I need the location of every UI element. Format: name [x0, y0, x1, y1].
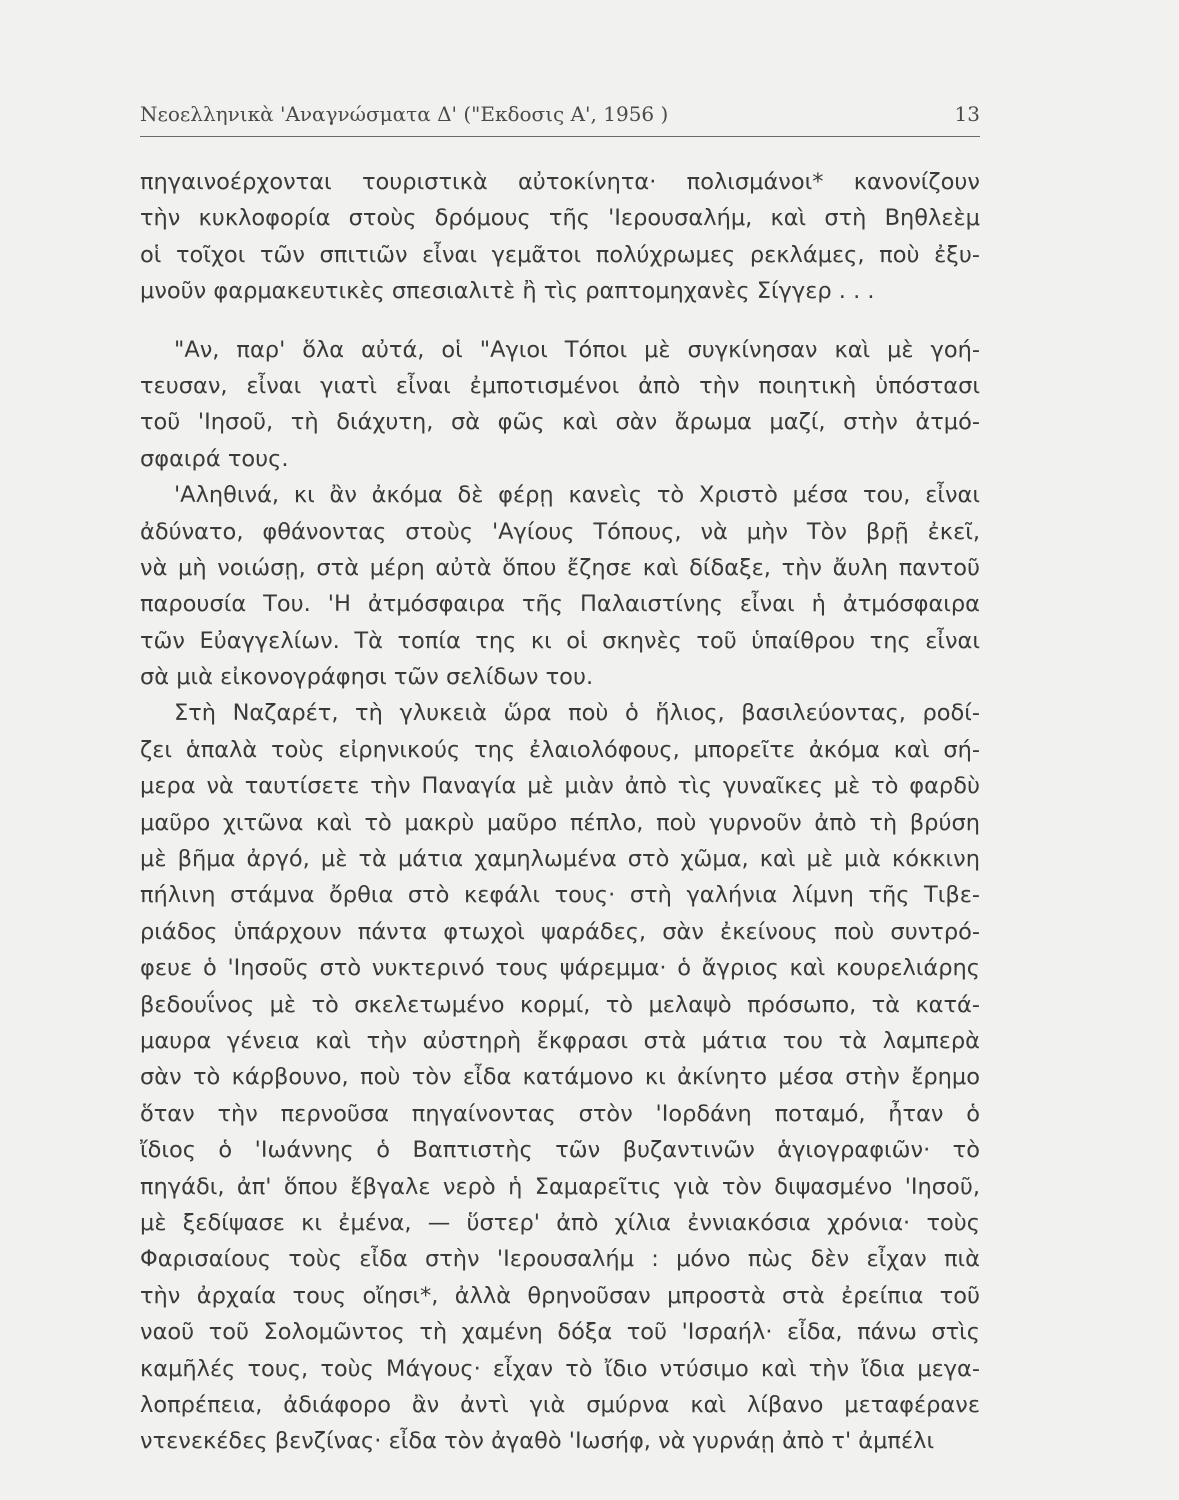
paragraph — [140, 332, 980, 478]
text-line: τὴν κυκλοφορία στοὺς δρόμους τῆς 'Ιερουσαλήμ, καὶ στὴ Βηθλεὲμ — [140, 205, 980, 232]
text-line: λοπρέπεια, ἀδιάφορο ἂν ἀντὶ γιὰ σμύρνα καὶ λίβανο μεταφέρανε — [140, 1391, 980, 1418]
text-line: πηγάδι, ἀπ' ὅπου ἔβγαλε νερὸ ἡ Σαμαρεῖτις γιὰ τὸν διψασμένο 'Ιησοῦ, — [140, 1173, 980, 1200]
text-line: τοῦ 'Ιησοῦ, τὴ διάχυτη, σὰ φῶς καὶ σὰν ἄρωμα μαζί, στὴν ἀτμό- — [140, 409, 980, 436]
text-line: μὲ ξεδίψασε κι ἐμένα, — ὕστερ' ἀπὸ χίλια ἐννιακόσια χρόνια· τοὺς — [140, 1209, 980, 1236]
header-rule — [140, 136, 980, 137]
running-header — [140, 100, 980, 136]
text-line: μὲ βῆμα ἀργό, μὲ τὰ μάτια χαμηλωμένα στὸ χῶμα, καὶ μὲ μιὰ κόκκινη — [140, 846, 980, 873]
text-line: μαῦρο χιτῶνα καὶ τὸ μακρὺ μαῦρο πέπλο, ποὺ γυρνοῦν ἀπὸ τὴ βρύση — [140, 809, 980, 836]
paragraph — [140, 695, 980, 1459]
text-line: ντενεκέδες βενζίνας· εἶδα τὸν ἀγαθὸ 'Ιωσήφ, νὰ γυρνάῃ ἀπὸ τ' ἀμπέλι — [140, 1428, 935, 1455]
text-line: σφαιρά τους. — [140, 445, 289, 472]
text-line: μαυρα γένεια καὶ τὴν αὐστηρὴ ἔκφρασι στὰ μάτια του τὰ λαμπερὰ — [140, 1027, 980, 1054]
text-line: ἴδιος ὁ 'Ιωάννης ὁ Βαπτιστὴς τῶν βυζαντινῶν ἁγιογραφιῶν· τὸ — [140, 1137, 980, 1164]
text-line: τῶν Εὐαγγελίων. Τὰ τοπία της κι οἱ σκηνὲς τοῦ ὑπαίθρου της εἶναι — [140, 627, 980, 654]
header-title: Νεοελληνικὰ 'Αναγνώσματα Δ' ("Εκδοσις Α', 1956 ) — [140, 102, 669, 126]
text-line: φευε ὁ 'Ιησοῦς στὸ νυκτερινό τους ψάρεμμα· ὁ ἄγριος καὶ κουρελιάρης — [140, 955, 980, 982]
text-line: σὰν τὸ κάρβουνο, ποὺ τὸν εἶδα κατάμονο κι ἀκίνητο μέσα στὴν ἔρημο — [140, 1064, 980, 1091]
text-line: τὴν ἀρχαία τους οἴησι*, ἀλλὰ θρηνοῦσαν μπροστὰ στὰ ἐρείπια τοῦ — [140, 1282, 980, 1309]
text-line: νὰ μὴ νοιώσῃ, στὰ μέρη αὐτὰ ὅπου ἔζησε καὶ δίδαξε, τὴν ἄυλη παντοῦ — [140, 554, 980, 581]
paragraph-gap — [140, 310, 980, 332]
text-line: μνοῦν φαρμακευτικὲς σπεσιαλιτὲ ἢ τὶς ραπτομηχανὲς Σίγγερ . . . — [140, 278, 875, 305]
paragraph — [140, 477, 980, 695]
text-line: σὰ μιὰ εἰκονογράφησι τῶν σελίδων του. — [140, 664, 594, 691]
text-line: βεδουΐνος μὲ τὸ σκελετωμένο κορμί, τὸ μελαψὸ πρόσωπο, τὰ κατά- — [140, 991, 980, 1018]
paragraph — [140, 164, 980, 310]
body-text — [140, 164, 980, 1460]
text-line: πήλινη στάμνα ὄρθια στὸ κεφάλι τους· στὴ γαλήνια λίμνη τῆς Τιβε- — [140, 882, 980, 909]
text-line: ζει ἁπαλὰ τοὺς εἰρηνικούς της ἐλαιολόφους, μπορεῖτε ἀκόμα καὶ σή- — [140, 736, 980, 763]
text-line: Στὴ Ναζαρέτ, τὴ γλυκειὰ ὥρα ποὺ ὁ ἥλιος, βασιλεύοντας, ροδί- — [174, 700, 980, 727]
text-line: οἱ τοῖχοι τῶν σπιτιῶν εἶναι γεμᾶτοι πολύχρωμες ρεκλάμες, ποὺ ἐξυ- — [140, 241, 980, 268]
text-line: ριάδος ὑπάρχουν πάντα φτωχοὶ ψαράδες, σὰν ἐκείνους ποὺ συντρό- — [140, 918, 980, 945]
text-line: ἀδύνατο, φθάνοντας στοὺς 'Αγίους Τόπους, νὰ μὴν Τὸν βρῇ ἐκεῖ, — [140, 518, 980, 545]
text-line: πηγαινοέρχονται τουριστικὰ αὐτοκίνητα· πολισμάνοι* κανονίζουν — [140, 169, 980, 195]
text-line: 'Αληθινά, κι ἂν ἀκόμα δὲ φέρῃ κανεὶς τὸ Χριστὸ μέσα του, εἶναι — [174, 482, 980, 509]
text-line: Φαρισαίους τοὺς εἶδα στὴν 'Ιερουσαλήμ : μόνο πὼς δὲν εἶχαν πιὰ — [140, 1246, 980, 1273]
text-line: "Αν, παρ' ὅλα αὐτά, οἱ "Αγιοι Τόποι μὲ συγκίνησαν καὶ μὲ γοή- — [174, 336, 980, 363]
page-number: 13 — [954, 102, 980, 126]
text-line: μερα νὰ ταυτίσετε τὴν Παναγία μὲ μιὰν ἀπὸ τὶς γυναῖκες μὲ τὸ φαρδὺ — [140, 773, 980, 800]
text-line: ὅταν τὴν περνοῦσα πηγαίνοντας στὸν 'Ιορδάνη ποταμό, ἦταν ὁ — [140, 1100, 980, 1127]
text-line: ναοῦ τοῦ Σολομῶντος τὴ χαμένη δόξα τοῦ 'Ισραήλ· εἶδα, πάνω στὶς — [140, 1319, 980, 1346]
text-line: παρουσία Του. 'Η ἀτμόσφαιρα τῆς Παλαιστίνης εἶναι ἡ ἀτμόσφαιρα — [140, 591, 980, 618]
text-line: τευσαν, εἶναι γιατὶ εἶναι ἐμποτισμένοι ἀπὸ τὴν ποιητικὴ ὑπόστασι — [140, 372, 980, 399]
text-line: καμῆλές τους, τοὺς Μάγους· εἶχαν τὸ ἴδιο ντύσιμο καὶ τὴν ἴδια μεγα- — [140, 1355, 980, 1382]
